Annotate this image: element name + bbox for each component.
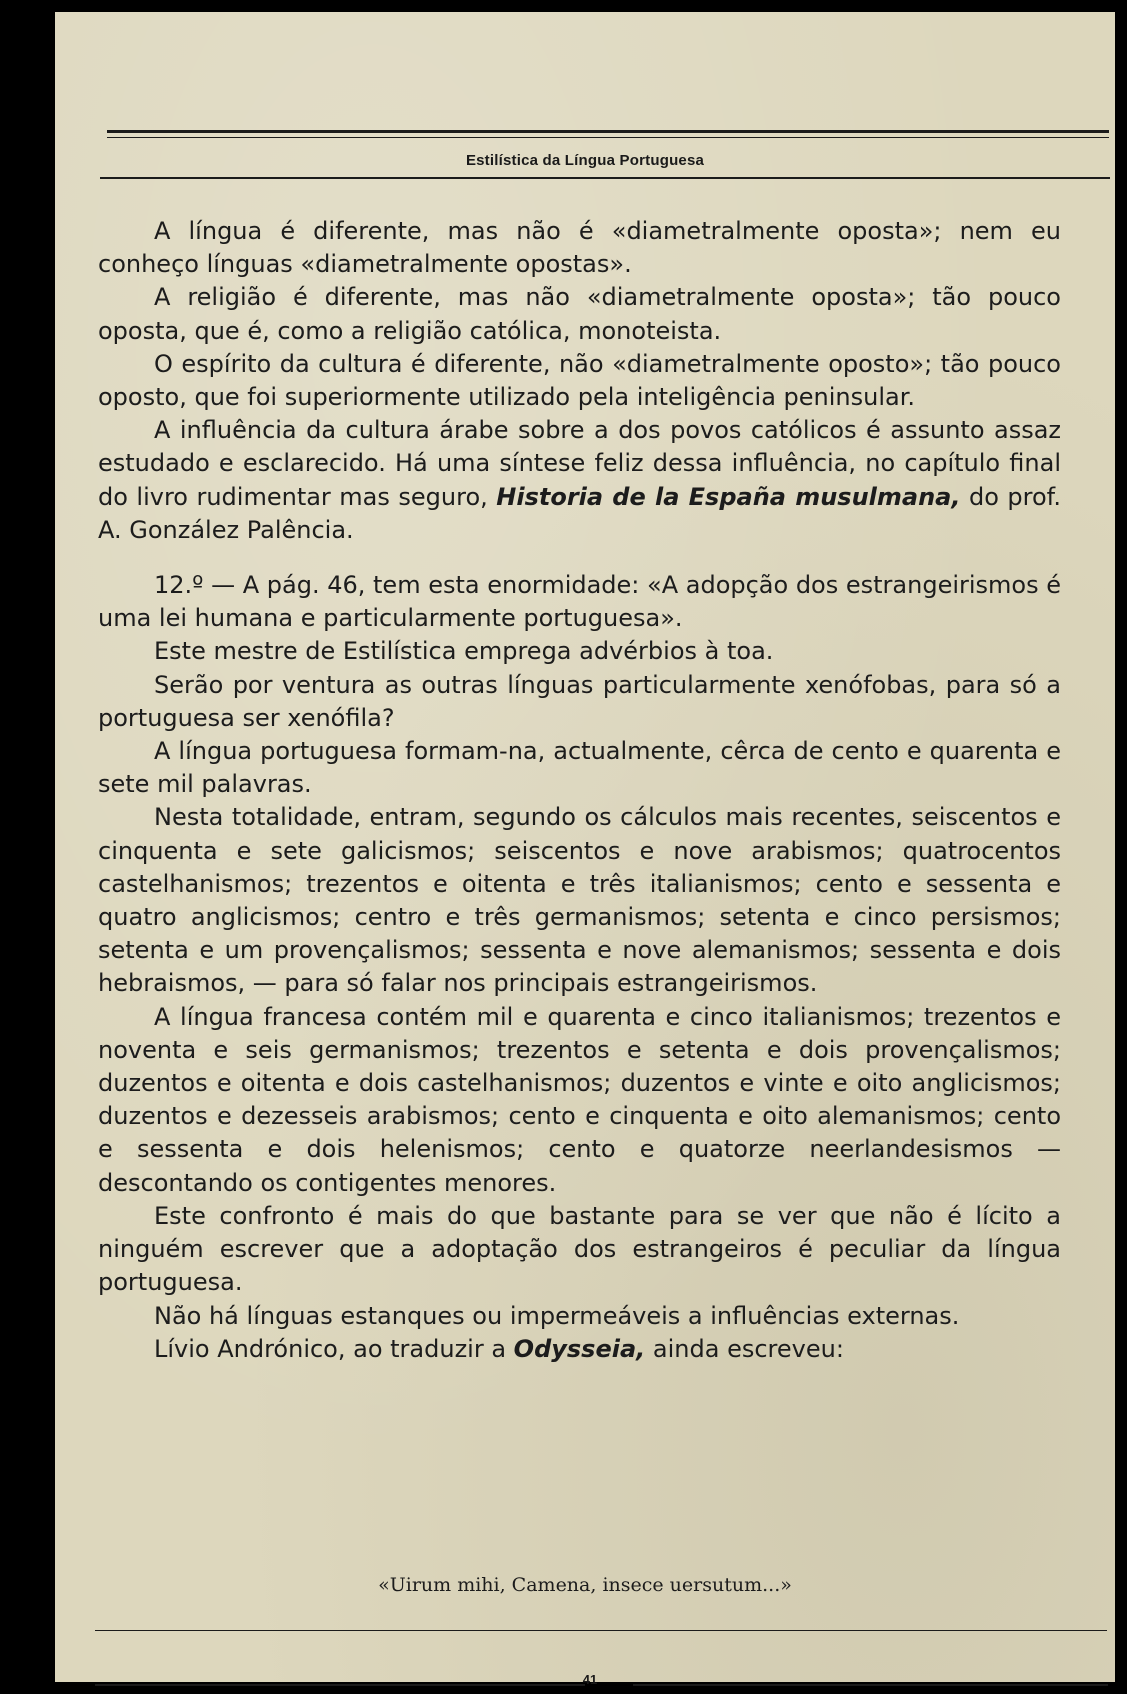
paragraph: Serão por ventura as outras línguas particularmente xenófobas, para só a portuguesa ser xenófila? <box>98 670 1061 732</box>
footer-right-rule <box>633 1684 1108 1686</box>
paragraph: Nesta totalidade, entram, segundo os cálculos mais recentes, seiscentos e cinquenta e sete galicismos; seiscentos e nove arabismos; quatrocentos castelhanismos; trezentos e oitenta e três italianismos; cento e sessenta e quatro anglicismos; centro e três germanismos; setenta e cinco persismos; setenta e um provençalismos; sessenta e nove alemanismos; sessenta e dois hebraismos, — para só falar nos principais estrangeirismos. <box>98 803 1061 998</box>
latin-quote: «Uirum mihi, Camena, insece uersutum...» <box>378 1574 792 1596</box>
header-top-rule <box>107 130 1109 133</box>
paragraph: Este confronto é mais do que bastante para se ver que não é lícito a ninguém escrever que a adoptação dos estrangeiros é peculiar da língua portuguesa. <box>98 1201 1061 1297</box>
document-page <box>55 12 1115 1687</box>
header-top-rule-thin <box>107 137 1109 138</box>
paragraph: A língua portuguesa formam-na, actualmente, cêrca de cento e quarenta e sete mil palavras. <box>98 737 1061 799</box>
paragraph: Não há línguas estanques ou impermeáveis a influências externas. <box>154 1301 960 1330</box>
paragraph: Este mestre de Estilística emprega advérbios à toa. <box>154 637 774 666</box>
book-title: Historia de la España musulmana, <box>496 482 961 511</box>
paragraph: O espírito da cultura é diferente, não «diametralmente oposto»; tão pouco oposto, que foi superiormente utilizado pela inteligência peninsular. <box>98 349 1061 412</box>
running-header-title: Estilística da Língua Portuguesa <box>465 152 705 169</box>
paragraph: 12.º — A pág. 46, tem esta enormidade: «A adopção dos estrangeirismos é uma lei humana e particularmente portuguesa». <box>98 571 1062 633</box>
paragraph: A influência da cultura árabe sobre a dos povos católicos é assunto assaz estudado e esclarecido. Há uma síntese feliz dessa influência, no capítulo final do livro rudimentar mas seguro, Historia de la España musulmana, do prof. A. González Palência. <box>98 416 1062 544</box>
footer-top-rule <box>95 1630 1107 1631</box>
paragraph: A religião é diferente, mas não «diametralmente oposta»; tão pouco oposta, que é, como a religião católica, monoteista. <box>98 283 1061 345</box>
paragraph: Lívio Andrónico, ao traduzir a Odysseia, ainda escreveu: <box>154 1334 844 1363</box>
paragraph: A língua francesa contém mil e quarenta e cinco italianismos; trezentos e noventa e seis germanismos; trezentos e setenta e dois provençalismos; duzentos e oitenta e dois castelhanismos; duzentos e vinte e oito anglicismos; duzentos e dezesseis arabismos; cento e cinquenta e oito alemanismos; cento e sessenta e dois helenismos; cento e quatorze neerlandesismos — descontando os contigentes menores. <box>98 1002 1061 1197</box>
footer-left-rule <box>95 1684 585 1686</box>
paragraph: A língua é diferente, mas não é «diametralmente oposta»; nem eu conheço línguas «diametralmente opostas». <box>98 217 1061 279</box>
body-text <box>98 215 1061 1366</box>
header-bottom-rule <box>100 177 1110 179</box>
work-title: Odysseia, <box>513 1334 646 1363</box>
page-number: 41 <box>582 1672 598 1687</box>
